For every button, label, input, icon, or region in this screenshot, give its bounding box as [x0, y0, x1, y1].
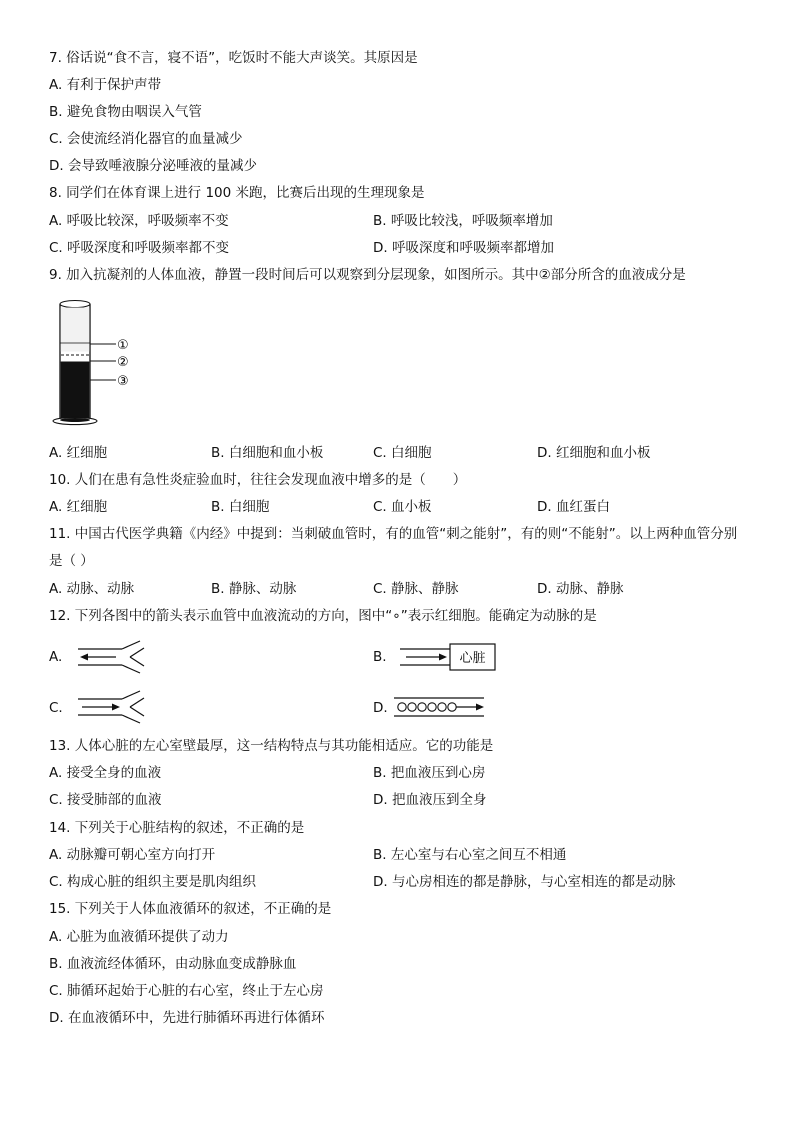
question-12-option-b-letter: B. [373, 649, 387, 665]
question-12-option-d-letter: D. [373, 700, 388, 716]
question-11-stem-line2: 是（ ） [49, 553, 94, 569]
question-14-option-c: C. 构成心脏的组织主要是肌肉组织 [49, 874, 257, 890]
question-9-stem: 9. 加入抗凝剂的人体血液，静置一段时间后可以观察到分层现象，如图所示。其中②部分所含的血液成分是 [49, 267, 686, 283]
vessel-diagram-c [74, 690, 154, 724]
question-10-option-c: C. 血小板 [373, 499, 432, 515]
question-9-option-d: D. 红细胞和血小板 [537, 445, 651, 461]
question-13-option-c: C. 接受肺部的血液 [49, 792, 162, 808]
question-9-option-b: B. 白细胞和血小板 [211, 445, 324, 461]
question-10-option-a: A. 红细胞 [49, 499, 108, 515]
question-14-option-b: B. 左心室与右心室之间互不相通 [373, 847, 567, 863]
heart-box-label: 心脏 [459, 651, 486, 666]
question-8-option-a: A. 呼吸比较深，呼吸频率不变 [49, 213, 229, 229]
question-7-option-d: D. 会导致唾液腺分泌唾液的量减少 [49, 158, 257, 174]
vessel-diagram-b [398, 642, 500, 672]
question-8-option-c: C. 呼吸深度和呼吸频率都不变 [49, 240, 230, 256]
blood-test-tube-figure [52, 298, 142, 428]
question-14-option-a: A. 动脉瓣可朝心室方向打开 [49, 847, 216, 863]
question-15-stem: 15. 下列关于人体血液循环的叙述，不正确的是 [49, 901, 332, 917]
question-9-option-c: C. 白细胞 [373, 445, 432, 461]
question-9-option-a: A. 红细胞 [49, 445, 108, 461]
figure-label-2: ② [117, 355, 129, 370]
question-15-option-c: C. 肺循环起始于心脏的右心室，终止于左心房 [49, 983, 324, 999]
vessel-diagram-d [392, 695, 488, 719]
question-11-option-d: D. 动脉、静脉 [537, 581, 624, 597]
question-12-option-c-letter: C. [49, 700, 63, 716]
question-15-option-d: D. 在血液循环中，先进行肺循环再进行体循环 [49, 1010, 325, 1026]
figure-label-3: ③ [117, 374, 129, 389]
figure-label-1: ① [117, 338, 129, 353]
question-12-stem: 12. 下列各图中的箭头表示血管中血液流动的方向，图中“∘”表示红细胞。能确定为动脉的是 [49, 608, 597, 624]
question-10-stem: 10. 人们在患有急性炎症验血时，往往会发现血液中增多的是（ ） [49, 472, 467, 488]
question-14-option-d: D. 与心房相连的都是静脉，与心室相连的都是动脉 [373, 874, 676, 890]
question-10-option-d: D. 血红蛋白 [537, 499, 610, 515]
question-15-option-a: A. 心脏为血液循环提供了动力 [49, 929, 229, 945]
question-11-stem-line1: 11. 中国古代医学典籍《内经》中提到：当刺破血管时，有的血管“刺之能射”，有的则“不能射”。以上两种血管分别 [49, 526, 738, 542]
question-15-option-b: B. 血液流经体循环，由动脉血变成静脉血 [49, 956, 297, 972]
question-10-option-b: B. 白细胞 [211, 499, 270, 515]
question-13-stem: 13. 人体心脏的左心室壁最厚，这一结构特点与其功能相适应。它的功能是 [49, 738, 494, 754]
question-13-option-d: D. 把血液压到全身 [373, 792, 487, 808]
question-11-option-a: A. 动脉、动脉 [49, 581, 135, 597]
question-7-option-c: C. 会使流经消化器官的血量减少 [49, 131, 243, 147]
question-7-option-a: A. 有利于保护声带 [49, 77, 162, 93]
question-7-stem: 7. 俗话说“食不言，寝不语”，吃饭时不能大声谈笑。其原因是 [49, 50, 418, 66]
question-12-option-a-letter: A. [49, 649, 63, 665]
question-8-option-d: D. 呼吸深度和呼吸频率都增加 [373, 240, 554, 256]
question-7-option-b: B. 避免食物由咽误入气管 [49, 104, 202, 120]
question-11-option-b: B. 静脉、动脉 [211, 581, 297, 597]
vessel-diagram-a [74, 640, 154, 674]
question-8-option-b: B. 呼吸比较浅，呼吸频率增加 [373, 213, 553, 229]
question-13-option-a: A. 接受全身的血液 [49, 765, 162, 781]
question-11-option-c: C. 静脉、静脉 [373, 581, 459, 597]
question-14-stem: 14. 下列关于心脏结构的叙述，不正确的是 [49, 820, 305, 836]
question-13-option-b: B. 把血液压到心房 [373, 765, 486, 781]
question-8-stem: 8. 同学们在体育课上进行 100 米跑，比赛后出现的生理现象是 [49, 185, 425, 201]
